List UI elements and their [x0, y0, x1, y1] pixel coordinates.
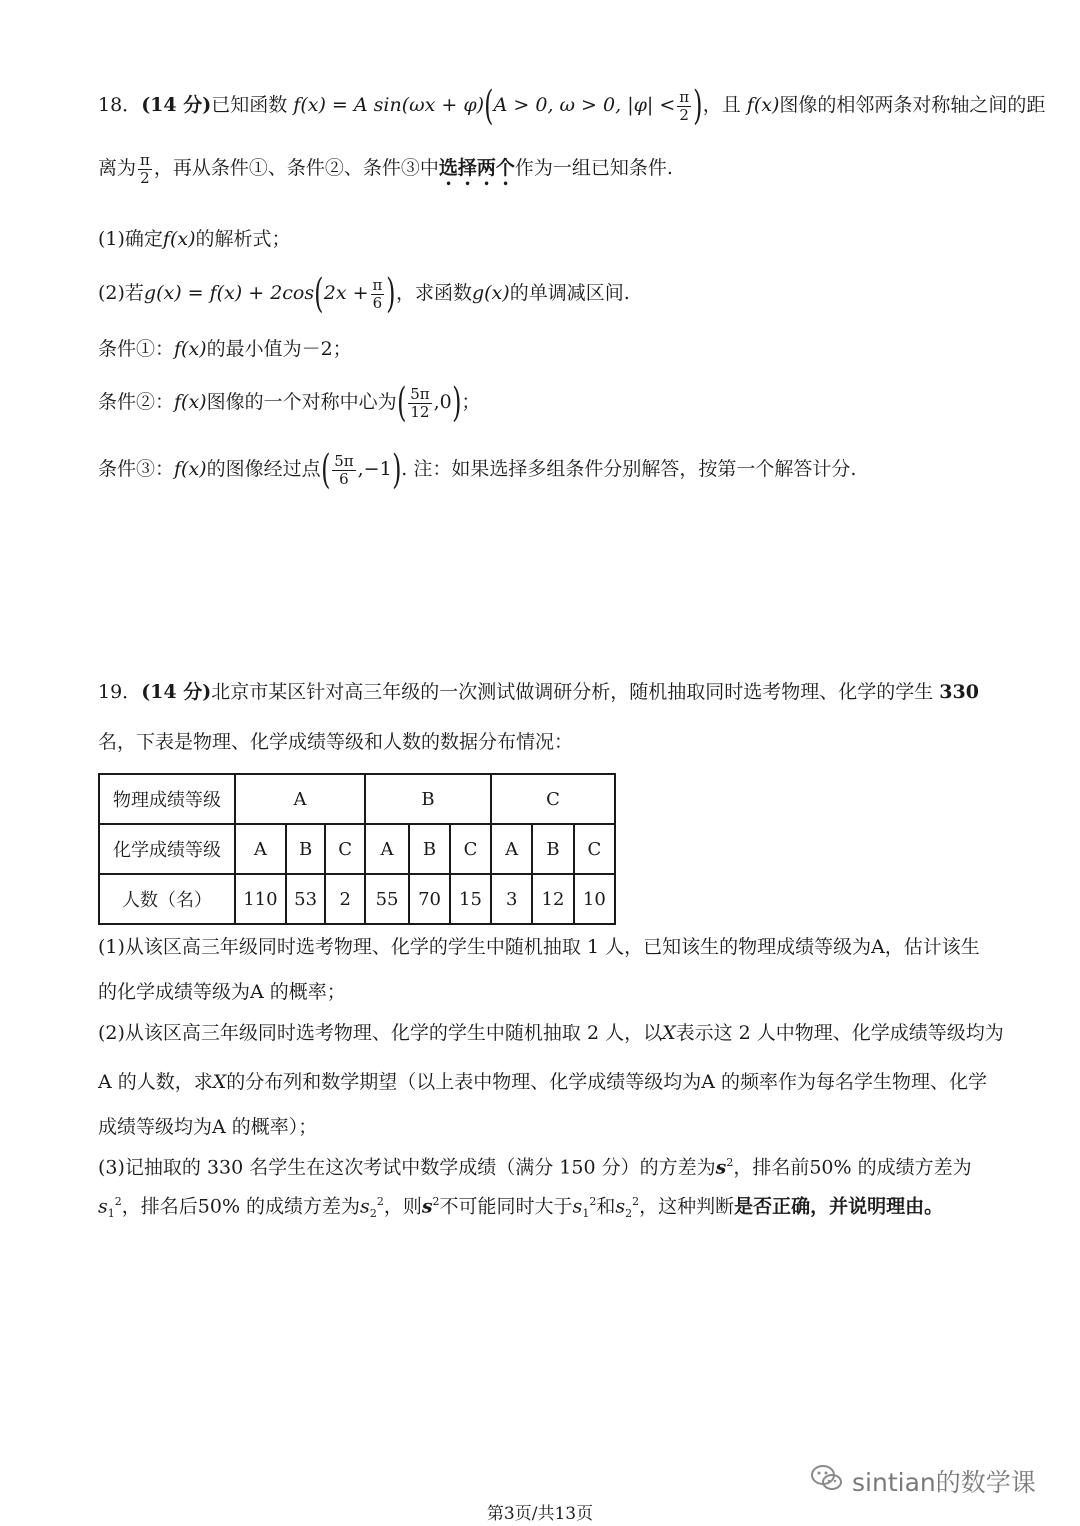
q19-part2-line2: A 的人数，求X的分布列和数学期望（以上表中物理、化学成绩等级均为A 的频率作为每名学生物理、化学: [98, 1071, 988, 1093]
count-cell: 3: [491, 874, 532, 924]
chem-grade: C: [450, 824, 491, 874]
count-cell: 53: [286, 874, 326, 924]
q19-line1: 19．(14 分)北京市某区针对高三年级的一次测试做调研分析，随机抽取同时选考物理、化学的学生 330: [98, 681, 979, 703]
chem-grade: B: [532, 824, 573, 874]
chem-grade: A: [235, 824, 286, 874]
chem-grade: A: [365, 824, 409, 874]
page-footer: 第3页/共13页: [486, 1504, 594, 1524]
q18-line2: 离为 $\frac{\pi}{2}$ ，再从条件①、条件②、条件③中选择两个作为一组已知条件.: [98, 151, 673, 187]
row-header-chemistry: 化学成绩等级: [99, 824, 235, 874]
q18-condition-3: 条件③：f(x)的图像经过点( $\frac{5\pi}{6}$ ,−1). 注：如果选择多组条件分别解答，按第一个解答计分.: [98, 447, 857, 493]
row-header-physics: 物理成绩等级: [99, 774, 235, 824]
chem-grade: C: [574, 824, 615, 874]
grade-distribution-table: [98, 773, 616, 925]
chem-grade: B: [409, 824, 450, 874]
table-row: [99, 824, 615, 874]
q18-func-def: f(x) = A sin(ωx + φ): [293, 94, 485, 116]
q18-condition-1: 条件①：f(x)的最小值为－2；: [98, 338, 352, 360]
q19-part3-line2: $s_1^2$，排名后50% 的成绩方差为$s_2^2$，则$s^2$不可能同时大于$s_1^2$和$s_2^2$，这种判断是否正确，并说明理由。: [98, 1195, 944, 1221]
q18-line1: 18．(14 分)已知函数 f(x) = A sin(ωx + φ)(A > 0, ω > 0, |φ| < $\frac{\pi}{2}$ )，且 f(x)图像的相邻两条对称轴之间的距: [98, 83, 1046, 129]
table-row: [99, 874, 615, 924]
count-cell: 15: [450, 874, 491, 924]
q19-part1-line1: (1)从该区高三年级同时选考物理、化学的学生中随机抽取 1 人，已知该生的物理成绩等级为A，估计该生: [98, 936, 980, 958]
physics-grade: B: [365, 774, 491, 824]
q19-part2-line1: (2)从该区高三年级同时选考物理、化学的学生中随机抽取 2 人，以X表示这 2 人中物理、化学成绩等级均为: [98, 1022, 1004, 1044]
watermark: [810, 1463, 1036, 1499]
wechat-icon: [810, 1463, 844, 1499]
q19-part3-line1: (3)记抽取的 330 名学生在这次考试中数学成绩（满分 150 分）的方差为$s^2$，排名前50% 的成绩方差为: [98, 1156, 972, 1179]
physics-grade: A: [235, 774, 365, 824]
q18-condition-2: 条件②：f(x)图像的一个对称中心为( $\frac{5\pi}{12}$ ,0)；: [98, 380, 481, 426]
pi-over-2: $\frac{\pi}{2}$: [679, 88, 690, 124]
count-cell: 10: [574, 874, 615, 924]
q19-part1-line2: 的化学成绩等级为A 的概率；: [98, 981, 346, 1003]
q19-part2-line3: 成绩等级均为A 的概率）；: [98, 1116, 318, 1138]
chem-grade: B: [286, 824, 326, 874]
count-cell: 12: [532, 874, 573, 924]
count-cell: 55: [365, 874, 409, 924]
chem-grade: A: [491, 824, 532, 874]
row-header-count: 人数（名）: [99, 874, 235, 924]
watermark-text: sintian的数学课: [852, 1468, 1036, 1497]
q19-line2: 名，下表是物理、化学成绩等级和人数的数据分布情况：: [98, 731, 574, 753]
count-cell: 70: [409, 874, 450, 924]
select-two-emphasis: 选择两个: [438, 157, 515, 179]
q18-part1: (1)确定f(x)的解析式；: [98, 228, 291, 250]
q18-part2: (2)若g(x) = f(x) + 2cos(2x + $\frac{\pi}{6}$ )，求函数g(x)的单调减区间.: [98, 271, 630, 317]
count-cell: 110: [235, 874, 286, 924]
table-row: [99, 774, 615, 824]
count-cell: 2: [325, 874, 365, 924]
chem-grade: C: [325, 824, 365, 874]
physics-grade: C: [491, 774, 615, 824]
